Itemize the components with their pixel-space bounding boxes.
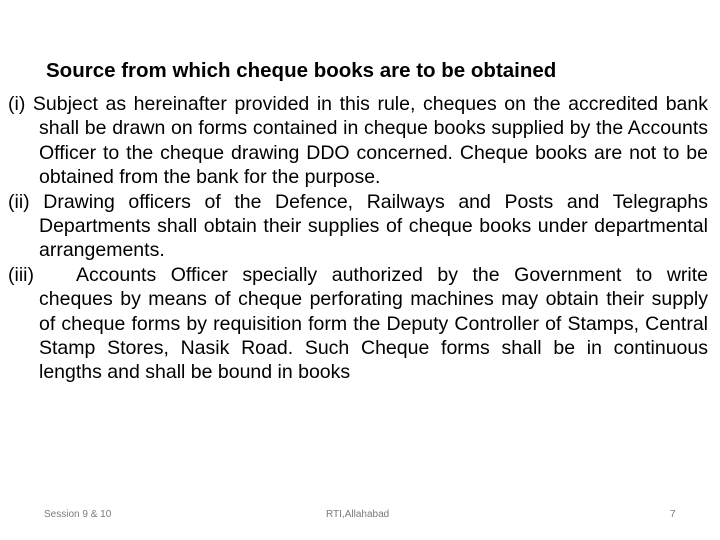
- list-item-text: Subject as hereinafter provided in this rule, cheques on the accredited bank shall be drawn on forms contained in cheque books supplied by the Accounts Officer to the cheque drawing DDO concerned. Cheque books are not to be obtained from the bank for the purpose.: [32, 93, 708, 189]
- list-item-number: (ii): [8, 190, 30, 213]
- list-item-text: Drawing officers of the Defence, Railways and Posts and Telegraphs Departments shall obtain their supplies of cheque books under departmental arrangements.: [39, 190, 709, 262]
- list-item-number: (i): [8, 93, 26, 115]
- footer-session: Session 9 & 10: [44, 509, 112, 520]
- list-item-text: Accounts Officer specially authorized by the Government to write cheques by means of cheque perforating machines may obtain their supply of cheque forms by requisition form the Deputy Controller of Stamps, Central Stamp Stores, Nasik Road. Such Cheque forms shall be in continuous lengths and shall be bound in books: [39, 263, 708, 384]
- list-item: [8, 263, 708, 385]
- list-item: [8, 92, 708, 190]
- slide-body: [8, 92, 708, 385]
- list-item: [8, 190, 708, 263]
- footer-organization: RTI,Allahabad: [326, 509, 390, 520]
- footer-page-number: 7: [670, 509, 676, 520]
- slide-title: Source from which cheque books are to be obtained: [46, 59, 557, 82]
- list-item-number: (iii): [8, 263, 34, 286]
